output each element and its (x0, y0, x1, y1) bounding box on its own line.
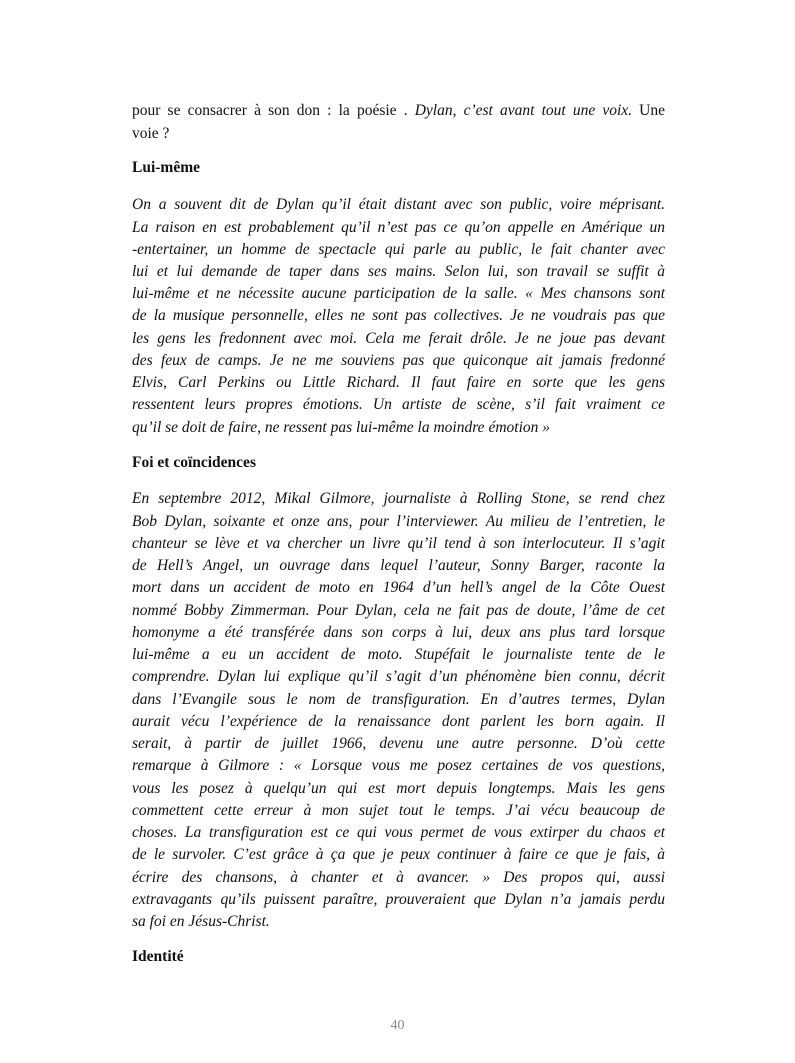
paragraph-line: lui et lui demande de taper dans ses mains. Selon lui, son travail se suffit à (132, 263, 665, 280)
paragraph-line: choses. La transfiguration est ce qui vous permet de vous extirper du chaos et (132, 824, 665, 841)
paragraph-line: écrire des chansons, à chanter et à avancer. » Des propos qui, aussi (132, 869, 665, 886)
paragraph-line: de Hell’s Angel, un ouvrage dans lequel l’auteur, Sonny Barger, raconte la (132, 557, 665, 574)
paragraph-line: commettent cette erreur à mon sujet tout le temps. J’ai vécu beaucoup de (132, 802, 665, 819)
paragraph-line: aurait vécu l’expérience de la renaissance dont parlent les born again. Il (132, 713, 665, 730)
section-heading-identite: Identité (132, 948, 184, 965)
paragraph-line: sa foi en Jésus-Christ. (132, 913, 270, 930)
intro-line-1 (132, 101, 665, 121)
paragraph-line: comprendre. Dylan lui explique qu’il s’agit d’un phénomène bien connu, décrit (132, 668, 665, 685)
paragraph-line: des feux de camps. Je ne me souviens pas que quiconque ait jamais fredonné (132, 352, 665, 369)
paragraph-line: serait, à partir de juillet 1966, devenu une autre personne. D’où cette (132, 735, 665, 752)
paragraph-line: extravagants qu’ils puissent paraître, prouveraient que Dylan n’a jamais perdu (132, 891, 665, 908)
page-number: 40 (390, 1018, 405, 1033)
paragraph-line: qu’il se doit de faire, ne ressent pas lui-même la moindre émotion » (132, 419, 551, 436)
section-heading-lui-meme: Lui-même (132, 159, 201, 176)
paragraph-line: chanteur se lève et va chercher un livre qu’il tend à son interlocuteur. Il s’agit (132, 535, 665, 552)
paragraph-line: mort dans un accident de moto en 1964 d’un hell’s angel de la Côte Ouest (132, 579, 665, 596)
paragraph-line: -entertainer, un homme de spectacle qui parle au public, le fait chanter avec (132, 241, 665, 258)
paragraph-line: remarque à Gilmore : « Lorsque vous me posez certaines de vos questions, (132, 757, 665, 774)
paragraph-line: La raison en est probablement qu’il n’est pas ce qu’on appelle en Amérique un (132, 219, 665, 236)
section-heading-foi-et-coincidences: Foi et coïncidences (132, 454, 256, 471)
paragraph-line: nommé Bobby Zimmerman. Pour Dylan, cela ne fait pas de doute, l’âme de cet (132, 602, 665, 619)
paragraph-line: vous les posez à quelqu’un qui est mort depuis longtemps. Mais les gens (132, 780, 665, 797)
paragraph-line: Bob Dylan, soixante et onze ans, pour l’interviewer. Au milieu de l’entretien, le (132, 513, 665, 530)
intro-line-2: voie ? (132, 125, 170, 142)
intro-text: pour se consacrer à son don : la poésie . (132, 102, 415, 119)
intro-italic-text: Dylan, c’est avant tout une voix. (414, 102, 633, 119)
paragraph-line: homonyme a été transférée dans son corps à lui, deux ans plus tard lorsque (132, 624, 665, 641)
paragraph-line: de la musique personnelle, elles ne sont pas collectives. Je ne voudrais pas que (132, 307, 665, 324)
paragraph-line: lui-même a eu un accident de moto. Stupéfait le journaliste tente de le (132, 646, 665, 663)
paragraph-line: dans l’Evangile sous le nom de transfiguration. En d’autres termes, Dylan (132, 691, 665, 708)
paragraph-line: lui-même et ne nécessite aucune participation de la salle. « Mes chansons sont (132, 285, 665, 302)
paragraph-line: ressentent leurs propres émotions. Un artiste de scène, s’il fait vraiment ce (132, 396, 665, 413)
paragraph-line: Elvis, Carl Perkins ou Little Richard. Il faut faire en sorte que les gens (132, 374, 665, 391)
paragraph-line: On a souvent dit de Dylan qu’il était distant avec son public, voire méprisant. (132, 196, 665, 213)
paragraph-line: les gens les fredonnent avec moi. Cela me ferait drôle. Je ne joue pas devant (132, 330, 665, 347)
paragraph-line: En septembre 2012, Mikal Gilmore, journaliste à Rolling Stone, se rend chez (132, 490, 665, 507)
intro-tail-text: Une (632, 102, 665, 119)
paragraph-line: de le survoler. C’est grâce à ça que je peux continuer à faire ce que je fais, à (132, 846, 665, 863)
